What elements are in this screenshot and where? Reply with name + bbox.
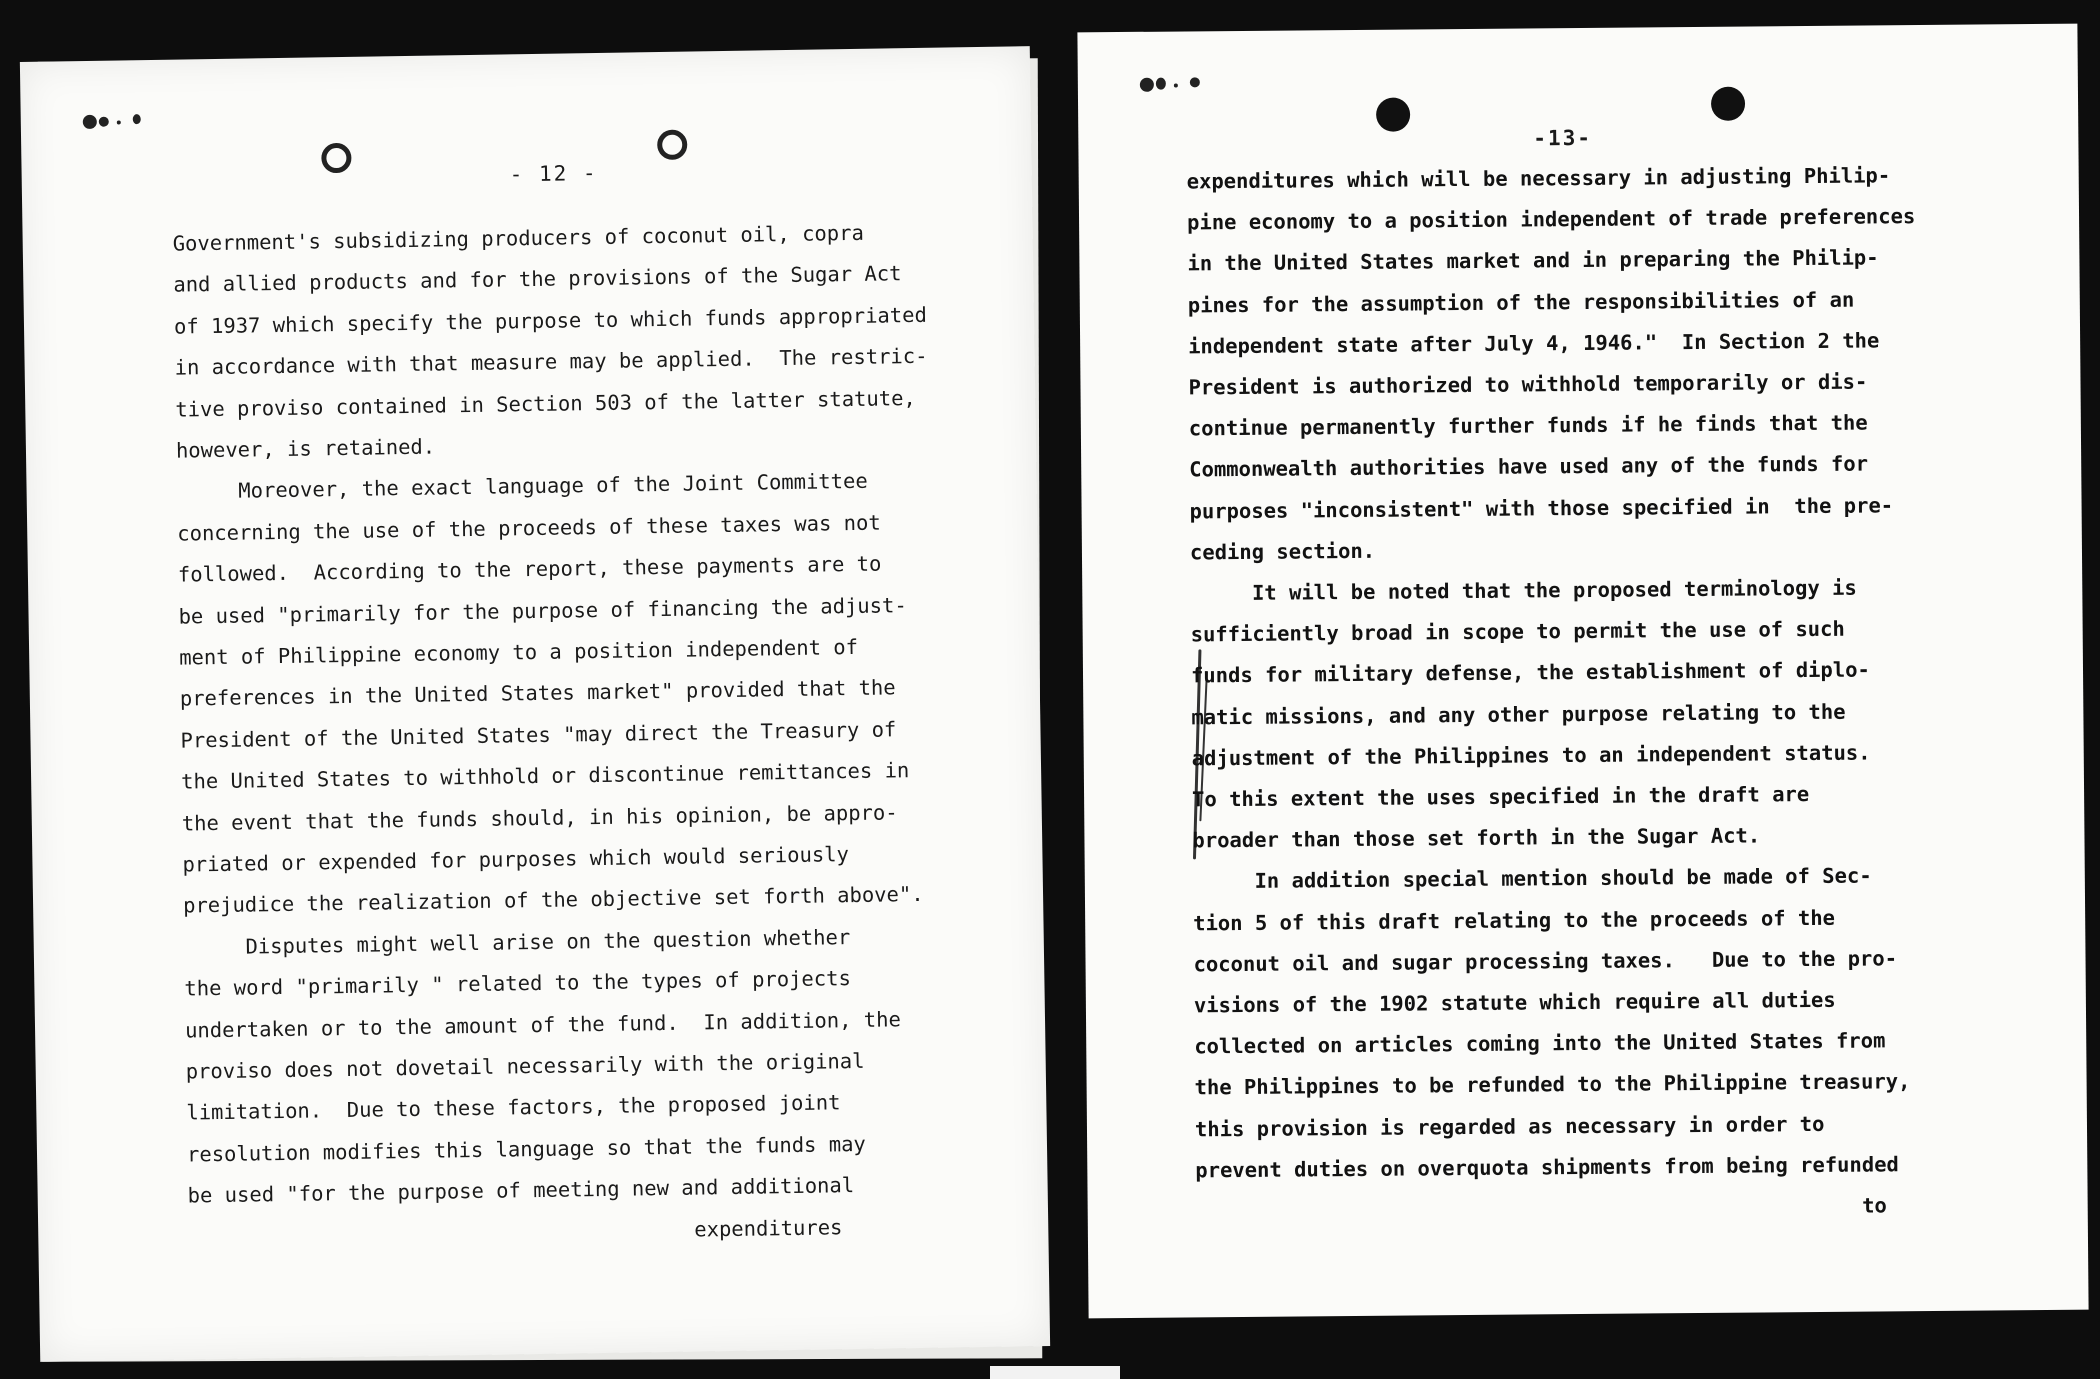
text-line: President of the United States "may direct the Treasury of — [180, 717, 897, 753]
text-line: concerning the use of the proceeds of these taxes was not — [177, 510, 881, 546]
film-tab — [990, 1366, 1120, 1379]
text-line: adjustment of the Philippines to an independent status. — [1191, 740, 1871, 771]
text-line: President is authorized to withhold temporarily or dis- — [1188, 369, 1868, 400]
page-right — [1077, 24, 2088, 1319]
text-line: Government's subsidizing producers of coconut oil, copra — [172, 220, 864, 256]
text-line: purposes "inconsistent" with those specified in the pre- — [1189, 492, 1894, 524]
punch-hole — [1376, 97, 1410, 131]
punch-hole — [321, 143, 351, 173]
text-line: pines for the assumption of the responsibilities of an — [1187, 287, 1855, 318]
text-line: coconut oil and sugar processing taxes. Due to the pro- — [1193, 946, 1898, 977]
text-line: ment of Philippine economy to a position independent of — [179, 634, 859, 670]
text-line: priated or expended for purposes which would seriously — [182, 842, 850, 877]
text-line: To this extent the uses specified in the draft are — [1192, 782, 1810, 812]
punch-hole — [657, 130, 687, 160]
text-line: independent state after July 4, 1946." In Section 2 the — [1188, 328, 1880, 359]
text-line: expenditures which will be necessary in adjusting Philip- — [1186, 163, 1891, 194]
text-line: however, is retained. — [175, 434, 436, 463]
text-line: visions of the 1902 statute which require all duties — [1193, 987, 1836, 1018]
punch-hole — [1711, 87, 1745, 121]
text-line: Moreover, the exact language of the Joint Committee — [176, 469, 868, 504]
text-line: preferences in the United States market" provided that the — [179, 675, 896, 711]
page-number: -13- — [1533, 125, 1593, 151]
text-line: sufficiently broad in scope to permit the use of such — [1190, 616, 1845, 647]
page-left — [20, 46, 1050, 1362]
text-line: funds for military defense, the establishment of diplo- — [1190, 657, 1870, 688]
text-line: broader than those set forth in the Sugar Act. — [1192, 823, 1761, 853]
text-line: be used "primarily for the purpose of financing the adjust- — [178, 592, 907, 629]
text-line: proviso does not dovetail necessarily with the original — [185, 1048, 865, 1084]
text-line: tive proviso contained in Section 503 of the latter statute, — [175, 385, 916, 422]
text-line: collected on articles coming into the United States from — [1194, 1028, 1886, 1059]
text-line: of 1937 which specify the purpose to which funds appropriated — [173, 302, 927, 339]
text-line: be used "for the purpose of meeting new and additional — [187, 1173, 855, 1208]
text-line: pine economy to a position independent of trade preferences — [1186, 204, 1916, 235]
text-line: resolution modifies this language so that the funds may — [186, 1131, 866, 1167]
punch-dots — [1140, 73, 1210, 94]
text-line: expenditures — [188, 1214, 843, 1250]
text-line: in the United States market and in preparing the Philip- — [1187, 245, 1879, 276]
text-line: It will be noted that the proposed terminology is — [1190, 575, 1857, 606]
page-number: - 12 - — [509, 160, 598, 187]
punch-dots — [83, 110, 153, 131]
text-line: and allied products and for the provisions of the Sugar Act — [173, 261, 902, 298]
text-line: followed. According to the report, these payments are to — [177, 551, 882, 587]
text-line: the word "primarily " related to the types of projects — [184, 966, 852, 1001]
text-line: the event that the funds should, in his opinion, be appro- — [181, 799, 898, 836]
text-line: ceding section. — [1189, 538, 1376, 565]
text-line: this provision is regarded as necessary in order to — [1194, 1111, 1825, 1141]
text-line: to — [1195, 1193, 1887, 1224]
text-line: the United States to withhold or discontinue remittances in — [180, 758, 910, 794]
text-line: undertaken or to the amount of the fund. In addition, the — [184, 1006, 902, 1043]
text-line: In addition special mention should be made of Sec- — [1192, 863, 1872, 894]
text-line: prejudice the realization of the objective set forth above". — [182, 882, 924, 918]
text-line: Commonwealth authorities have used any of the funds for — [1189, 451, 1869, 482]
text-line: Disputes might well arise on the question whether — [183, 924, 851, 960]
text-line: limitation. Due to these factors, the proposed joint — [186, 1090, 841, 1125]
text-line: the Philippines to be refunded to the Philippine treasury, — [1194, 1069, 1911, 1100]
text-line: continue permanently further funds if he finds that the — [1188, 410, 1868, 441]
text-line: matic missions, and any other purpose relating to the — [1191, 699, 1846, 730]
text-line: prevent duties on overquota shipments from being refunded — [1195, 1152, 1899, 1183]
text-line: in accordance with that measure may be applied. The restric- — [174, 343, 928, 380]
text-line: tion 5 of this draft relating to the proceeds of the — [1193, 905, 1836, 936]
